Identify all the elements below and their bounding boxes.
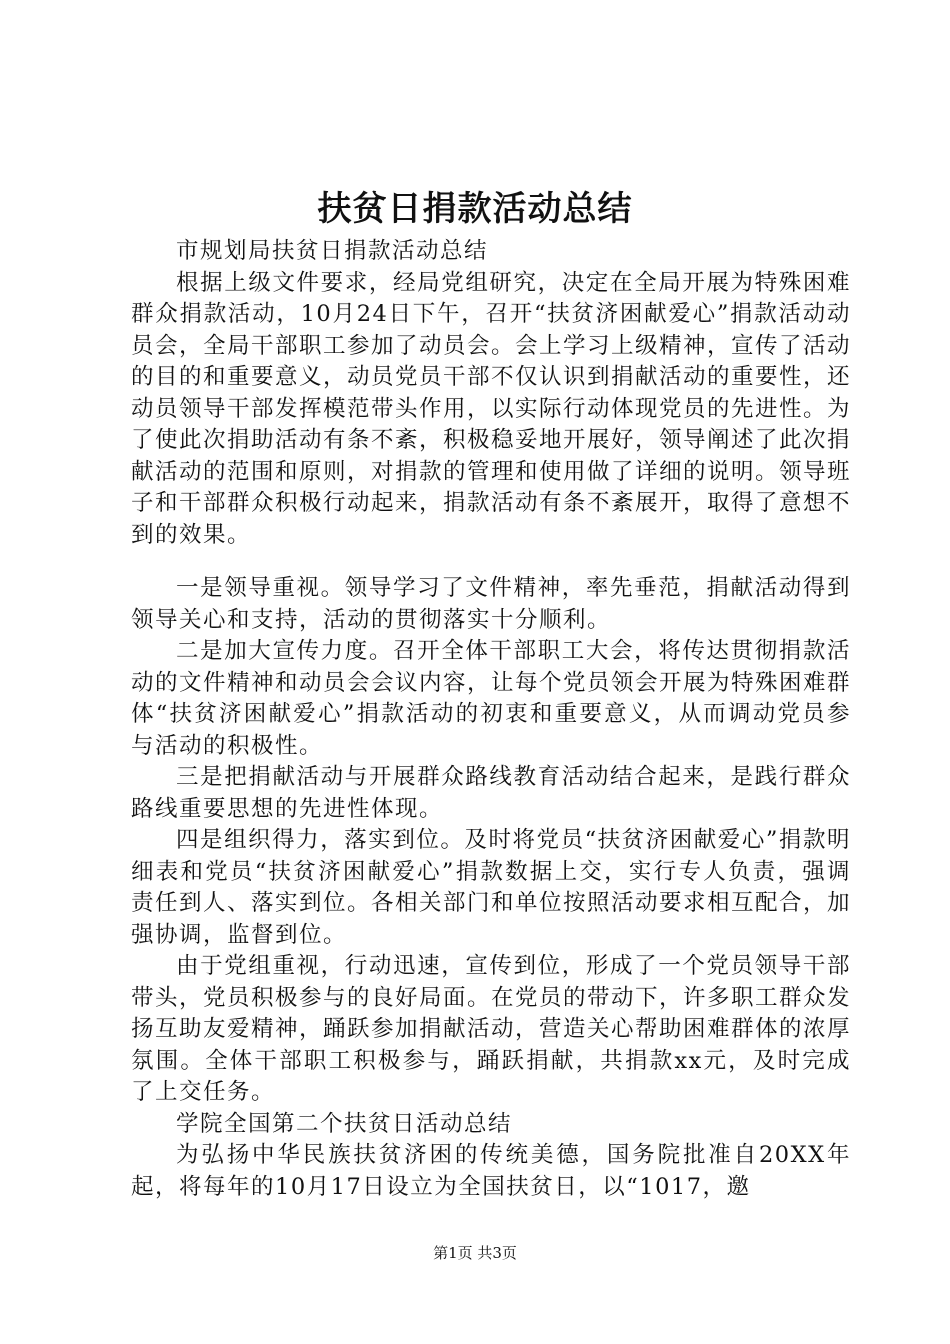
document-title: 扶贫日捐款活动总结 [317,189,633,229]
paragraph-point-3: 三是把捐献活动与开展群众路线教育活动结合起来，是践行群众路线重要思想的先进性体现。 [131,764,851,822]
paragraph-point-2: 二是加大宣传力度。召开全体干部职工大会，将传达贯彻捐款活动的文件精神和动员会会议内容，让每个党员领会开展为特殊困难群体“扶贫济困献爱心”捐款活动的初衷和重要意义，从而调动党员参与活动的积极性。 [131,638,852,759]
paragraph-conclusion: 由于党组重视，行动迅速，宣传到位，形成了一个党员领导干部带头，党员积极参与的良好局面。在党员的带动下，许多职工群众发扬互助友爱精神，踊跃参加捐献活动，营造关心帮助困难群体的浓厚氛围。全体干部职工积极参与，踊跃捐献，共捐款xx元，及时完成了上交任务。 [131,953,852,1105]
document-body [131,236,851,1203]
paragraph-point-4: 四是组织得力，落实到位。及时将党员“扶贫济困献爱心”捐款明细表和党员“扶贫济困献爱心”捐款数据上交，实行专人负责，强调责任到人、落实到位。各相关部门和单位按照活动要求相互配合，加强协调，监督到位。 [131,827,852,948]
paragraph-point-1: 一是领导重视。领导学习了文件精神，率先垂范，捐献活动得到领导关心和支持，活动的贯彻落实十分顺利。 [131,575,851,633]
paragraph-intro: 根据上级文件要求，经局党组研究，决定在全局开展为特殊困难群众捐款活动，10月24日下午，召开“扶贫济困献爱心”捐款活动动员会，全局干部职工参加了动员会。会上学习上级精神，宣传了活动的目的和重要意义，动员党员干部不仅认识到捐献活动的重要性，还动员领导干部发挥模范带头作用，以实际行动体现党员的先进性。为了使此次捐助活动有条不紊，积极稳妥地开展好，领导阐述了此次捐献活动的范围和原则，对捐款的管理和使用做了详细的说明。领导班子和干部群众积极行动起来，捐款活动有条不紊展开，取得了意想不到的效果。 [131,269,852,548]
paragraph-section-heading: 学院全国第二个扶贫日活动总结 [176,1110,513,1137]
paragraph-subtitle: 市规划局扶贫日捐款活动总结 [176,238,489,264]
paragraph-spacer [131,551,851,573]
paragraph-section-body: 为弘扬中华民族扶贫济困的传统美德，国务院批准自20XX年起，将每年的10月17日设立为全国扶贫日，以“1017，邀 [131,1142,851,1200]
page-footer: 第1页 共3页 [433,1244,517,1262]
